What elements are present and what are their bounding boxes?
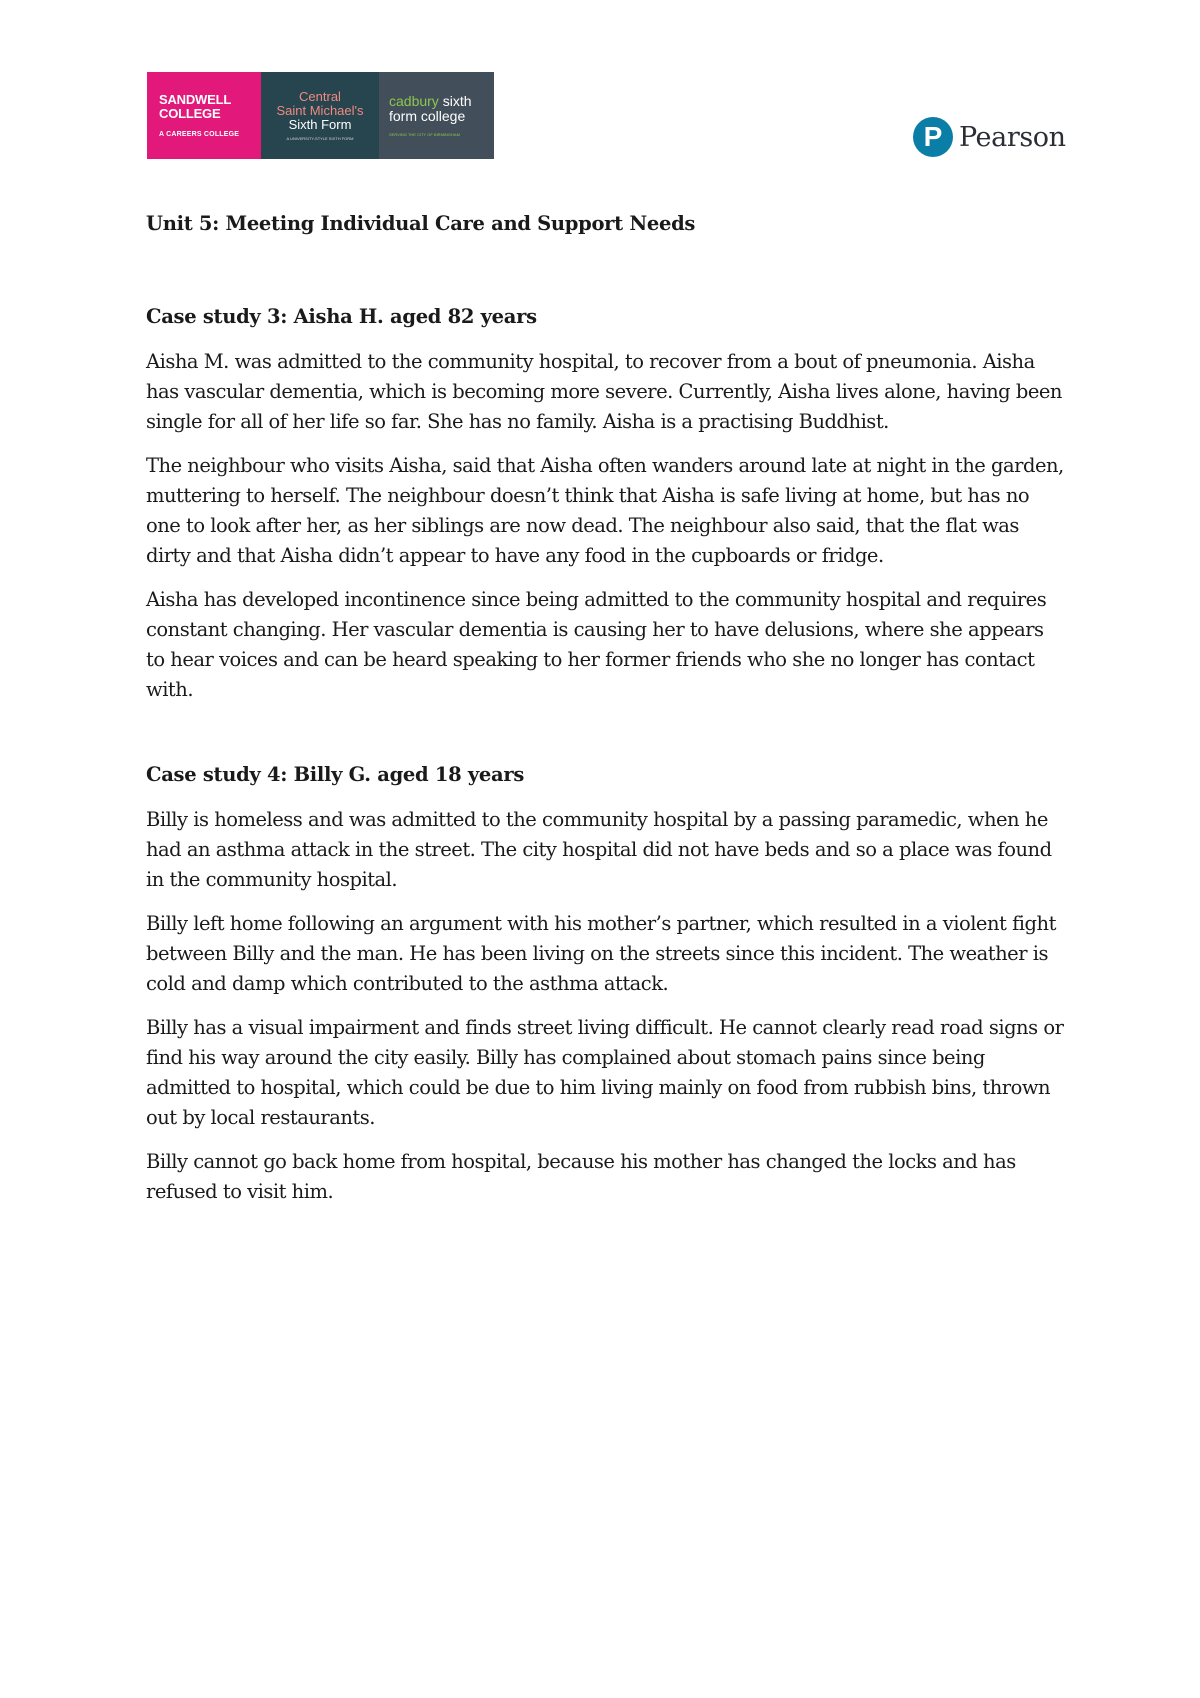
case-study-4 [146,757,1066,1207]
csm-logo-line1: Central [299,89,341,104]
pearson-wordmark: Pearson [959,121,1066,153]
pearson-p-icon: P [913,117,953,157]
case-study-heading: Case study 3: Aisha H. aged 82 years [146,305,537,328]
college-logos [147,72,494,159]
csm-logo-line3: Sixth Form [288,117,352,132]
paragraph: The neighbour who visits Aisha, said that Aisha often wanders around late at night in the garden, muttering to herself. The neighbour doesn’t think that Aisha is safe living at home, but has no one to look after her, as her siblings are now dead. The neighbour also said, that the flat was dirty and that Aisha didn’t appear to have any food in the cupboards or fridge. [146,454,1064,567]
paragraph: Billy has a visual impairment and finds street living difficult. He cannot clearly read road signs or find his way around the city easily. Billy has complained about stomach pains since being admitted to hospital, which could be due to him living mainly on food from rubbish bins, thrown out by local restaurants. [146,1016,1064,1129]
sandwell-college-logo [147,72,261,159]
central-saint-michaels-logo [261,72,379,159]
pearson-logo [913,117,1066,157]
document-body [146,206,1066,1221]
paragraph: Billy cannot go back home from hospital, because his mother has changed the locks and has refused to visit him. [146,1150,1016,1203]
cadbury-logo-line2: form college [389,108,466,124]
paragraph: Aisha M. was admitted to the community hospital, to recover from a bout of pneumonia. Aisha has vascular dementia, which is becoming more severe. Currently, Aisha lives alone, having been single for all of her life so far. She has no family. Aisha is a practising Buddhist. [146,350,1062,433]
csm-logo-tagline: A UNIVERSITY-STYLE SIXTH FORM [286,136,354,141]
csm-logo-line2: Saint Michael's [276,103,364,118]
cadbury-logo-tagline: SERVING THE CITY OF BIRMINGHAM [389,132,460,137]
cadbury-sixth-form-logo [379,72,494,159]
cadbury-logo-line1: cadbury sixth [389,93,472,109]
unit-title: Unit 5: Meeting Individual Care and Support Needs [146,212,696,235]
paragraph: Aisha has developed incontinence since being admitted to the community hospital and requires constant changing. Her vascular dementia is causing her to have delusions, where she appears to hear voices and can be heard speaking to her former friends who she no longer has contact with. [146,588,1047,701]
paragraph: Billy left home following an argument with his mother’s partner, which resulted in a violent fight between Billy and the man. He has been living on the streets since this incident. The weather is cold and damp which contributed to the asthma attack. [146,912,1056,995]
sandwell-logo-line2: COLLEGE [159,106,221,121]
case-study-3 [146,299,1066,705]
sandwell-logo-line1: SANDWELL [159,92,232,107]
case-study-heading: Case study 4: Billy G. aged 18 years [146,763,525,786]
paragraph: Billy is homeless and was admitted to the community hospital by a passing paramedic, when he had an asthma attack in the street. The city hospital did not have beds and so a place was found in the community hospital. [146,808,1052,891]
sandwell-logo-tagline: A CAREERS COLLEGE [159,131,240,138]
